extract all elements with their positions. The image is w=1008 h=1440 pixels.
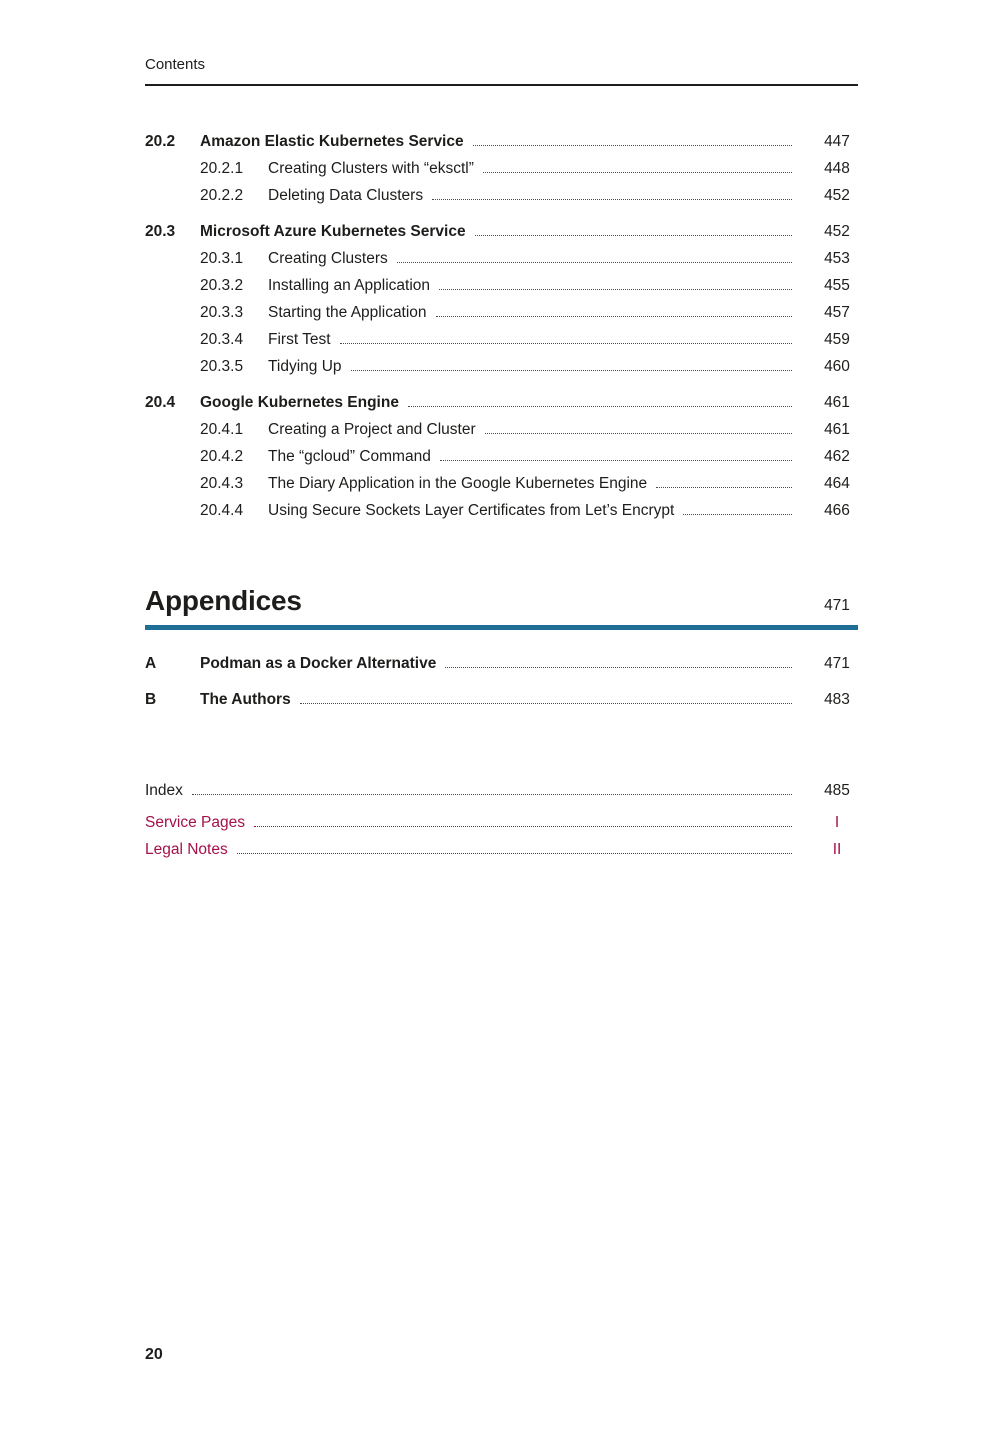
appendix-entry-page: 483 [824,691,850,708]
toc-entry-number: 20.4.2 [200,448,244,465]
dot-leader [237,853,792,854]
backmatter-entry [145,809,858,836]
dot-leader [351,370,792,371]
toc-entry-title: Creating Clusters with “eksctl” [268,160,474,177]
toc-entry-page: 452 [824,187,850,204]
running-header: Contents [145,56,858,86]
appendix-entry-title: The Authors [200,691,291,708]
toc-entry [145,245,858,272]
toc-entry-title: Creating Clusters [268,250,388,267]
toc-entry [145,155,858,182]
dot-leader [300,703,792,704]
toc-entry-page: 452 [824,223,850,240]
toc-entry-number: 20.2.1 [200,160,244,177]
toc-entry [145,416,858,443]
appendix-entry-letter: B [145,691,157,708]
toc-entry-number: 20.4.3 [200,475,244,492]
toc-entry-page: 448 [824,160,850,177]
toc-entry-number: 20.4 [145,394,176,411]
toc-entry-page: 461 [824,421,850,438]
toc-entry-title: Installing an Application [268,277,431,294]
appendix-entry-letter: A [145,655,157,672]
toc-entry-title: Deleting Data Clusters [268,187,424,204]
toc-entry [145,497,858,524]
toc-entry-title: Microsoft Azure Kubernetes Service [200,223,466,240]
toc-entry [145,443,858,470]
toc-entry-page: 447 [824,133,850,150]
page-number: 20 [145,1346,163,1363]
toc-entry-number: 20.3.4 [200,331,244,348]
dot-leader [473,145,792,146]
toc-entry-number: 20.3.2 [200,277,244,294]
dot-leader [683,514,792,515]
backmatter-entry-page: II [832,841,842,858]
dot-leader [445,667,792,668]
toc-entry [145,299,858,326]
appendices-section [145,584,858,713]
dot-leader [483,172,792,173]
toc-entry-number: 20.3.1 [200,250,244,267]
toc-entry-title: Creating a Project and Cluster [268,421,476,438]
toc-entry-title: The Diary Application in the Google Kubernetes Engine [268,475,648,492]
appendices-heading: Appendices [145,585,302,616]
toc-entry-page: 455 [824,277,850,294]
appendix-entry [145,650,858,677]
dot-leader [656,487,792,488]
toc-entry [145,128,858,155]
appendices-page-number: 471 [824,597,850,614]
toc-entry-title: First Test [268,331,331,348]
toc-entry-page: 462 [824,448,850,465]
toc-entry-number: 20.4.1 [200,421,244,438]
backmatter-entry-title: Index [145,782,183,799]
toc-entry-number: 20.3.5 [200,358,244,375]
dot-leader [485,433,792,434]
toc-entry-number: 20.2 [145,133,176,150]
dot-leader [254,826,792,827]
backmatter-entry-page: I [834,814,840,831]
appendix-entry [145,686,858,713]
toc-entry-page: 459 [824,331,850,348]
toc-entry-number: 20.4.4 [200,502,244,519]
dot-leader [439,289,792,290]
toc-entry-title: Google Kubernetes Engine [200,394,399,411]
dot-leader [440,460,792,461]
toc-entry-title: Starting the Application [268,304,427,321]
appendix-list [145,650,858,713]
backmatter-entry-title: Service Pages [145,814,245,831]
dot-leader [436,316,792,317]
dot-leader [432,199,792,200]
dot-leader [340,343,792,344]
dot-leader [408,406,792,407]
toc-entry-page: 461 [824,394,850,411]
appendix-entry-page: 471 [824,655,850,672]
toc-entry-page: 453 [824,250,850,267]
toc-entry-number: 20.3.3 [200,304,244,321]
toc-entry-page: 464 [824,475,850,492]
appendices-heading-row [145,584,858,618]
toc-list [145,128,858,524]
toc-entry-page: 457 [824,304,850,321]
dot-leader [397,262,792,263]
toc-entry [145,218,858,245]
toc-entry [145,389,858,416]
toc-entry-page: 466 [824,502,850,519]
dot-leader [192,794,792,795]
toc-entry-number: 20.3 [145,223,176,240]
toc-entry-title: Using Secure Sockets Layer Certificates from Let’s Encrypt [268,502,675,519]
backmatter-entry [145,777,858,804]
backmatter-entry [145,836,858,863]
toc-entry [145,272,858,299]
toc-entry [145,353,858,380]
backmatter-entry-page: 485 [824,782,850,799]
toc-entry-title: Tidying Up [268,358,342,375]
toc-entry-title: The “gcloud” Command [268,448,431,465]
appendices-rule [145,625,858,630]
toc-entry-number: 20.2.2 [200,187,244,204]
toc-entry [145,182,858,209]
toc-entry [145,326,858,353]
dot-leader [475,235,792,236]
appendix-entry-title: Podman as a Docker Alternative [200,655,437,672]
backmatter-entry-title: Legal Notes [145,841,228,858]
toc-entry [145,470,858,497]
toc-entry-title: Amazon Elastic Kubernetes Service [200,133,464,150]
toc-entry-page: 460 [824,358,850,375]
backmatter-list [145,777,858,863]
